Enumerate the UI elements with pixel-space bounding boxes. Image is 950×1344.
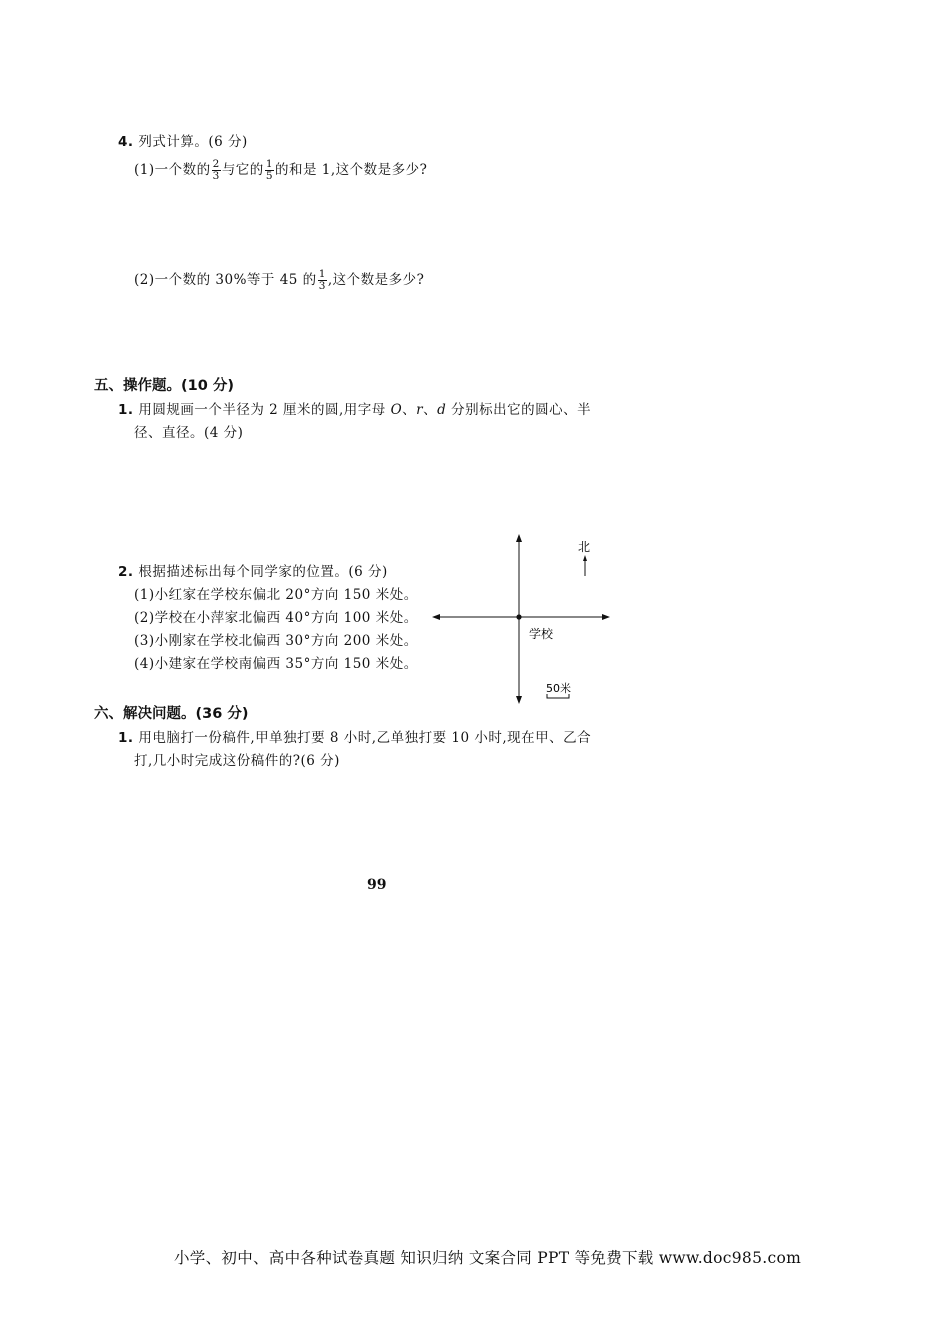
section6-title: 六、解决问题。(36 分) [94, 706, 249, 722]
arrow-up-icon [516, 534, 522, 542]
q4-part2-after: ,这个数是多少? [327, 272, 425, 288]
s5-q2-item-4: (4)小建家在学校南偏西 35°方向 150 米处。 [134, 656, 418, 672]
s6-q1-text: 用电脑打一份稿件,甲单独打要 8 小时,乙单独打要 10 小时,现在甲、乙合 [138, 730, 592, 746]
q4-part1-before: (1)一个数的 [134, 162, 211, 178]
footer-text: 小学、初中、高中各种试卷真题 知识归纳 文案合同 PPT 等免费下载 www.doc985.com [174, 1249, 802, 1267]
s6-q1-line1 [118, 726, 591, 746]
fraction-one-fifth [265, 159, 274, 182]
q4-part1-after: 的和是 1,这个数是多少? [275, 162, 428, 178]
q4-number: 4. [118, 134, 134, 150]
s5-q2-item-3: (3)小刚家在学校北偏西 30°方向 200 米处。 [134, 633, 418, 649]
s5-q1-line2: 径、直径。(4 分) [134, 425, 244, 441]
scale-label: 50米 [546, 682, 571, 695]
school-label: 学校 [529, 627, 554, 641]
q4-part1-middle: 与它的 [221, 162, 264, 178]
letter-o: O [390, 402, 403, 418]
s5-q2-item-1: (1)小红家在学校东偏北 20°方向 150 米处。 [134, 587, 418, 603]
q4-part1 [134, 158, 427, 182]
s5-q1-text-b: 分别标出它的圆心、半 [446, 402, 592, 418]
fraction-two-thirds [212, 159, 221, 182]
letter-d: d [437, 402, 447, 418]
q4-part2-before: (2)一个数的 30%等于 45 的 [134, 272, 317, 288]
fraction-denominator: 3 [318, 280, 326, 292]
direction-diagram [430, 530, 620, 710]
arrow-down-icon [516, 696, 522, 704]
fraction-denominator: 5 [265, 170, 273, 182]
s5-q2-item-2: (2)学校在小萍家北偏西 40°方向 100 米处。 [134, 610, 418, 626]
s6-q1-line2: 打,几小时完成这份稿件的?(6 分) [134, 753, 340, 769]
s6-q1-number: 1. [118, 730, 134, 746]
north-arrow-icon [583, 555, 587, 561]
arrow-right-icon [602, 614, 610, 620]
separator: 、 [402, 402, 417, 418]
s5-q1-text-a: 用圆规画一个半径为 2 厘米的圆,用字母 [138, 402, 391, 418]
q4-title: 列式计算。(6 分) [138, 134, 248, 150]
s5-q2-heading [118, 560, 388, 580]
section5-title: 五、操作题。(10 分) [94, 378, 234, 394]
fraction-denominator: 3 [212, 170, 220, 182]
s5-q2-title: 根据描述标出每个同学家的位置。(6 分) [138, 564, 388, 580]
fraction-one-third [318, 269, 327, 292]
page-number: 99 [367, 877, 387, 893]
fraction-numerator: 2 [212, 158, 220, 170]
fraction-numerator: 1 [318, 268, 326, 280]
fraction-numerator: 1 [265, 158, 273, 170]
north-label: 北 [578, 540, 591, 554]
s5-q1-number: 1. [118, 402, 134, 418]
q4-heading [118, 130, 248, 150]
q4-part2 [134, 268, 424, 292]
school-point [516, 614, 521, 619]
arrow-left-icon [432, 614, 440, 620]
separator: 、 [423, 402, 438, 418]
s5-q2-number: 2. [118, 564, 134, 580]
s5-q1-line1 [118, 398, 591, 418]
letter-r: r [416, 402, 424, 418]
